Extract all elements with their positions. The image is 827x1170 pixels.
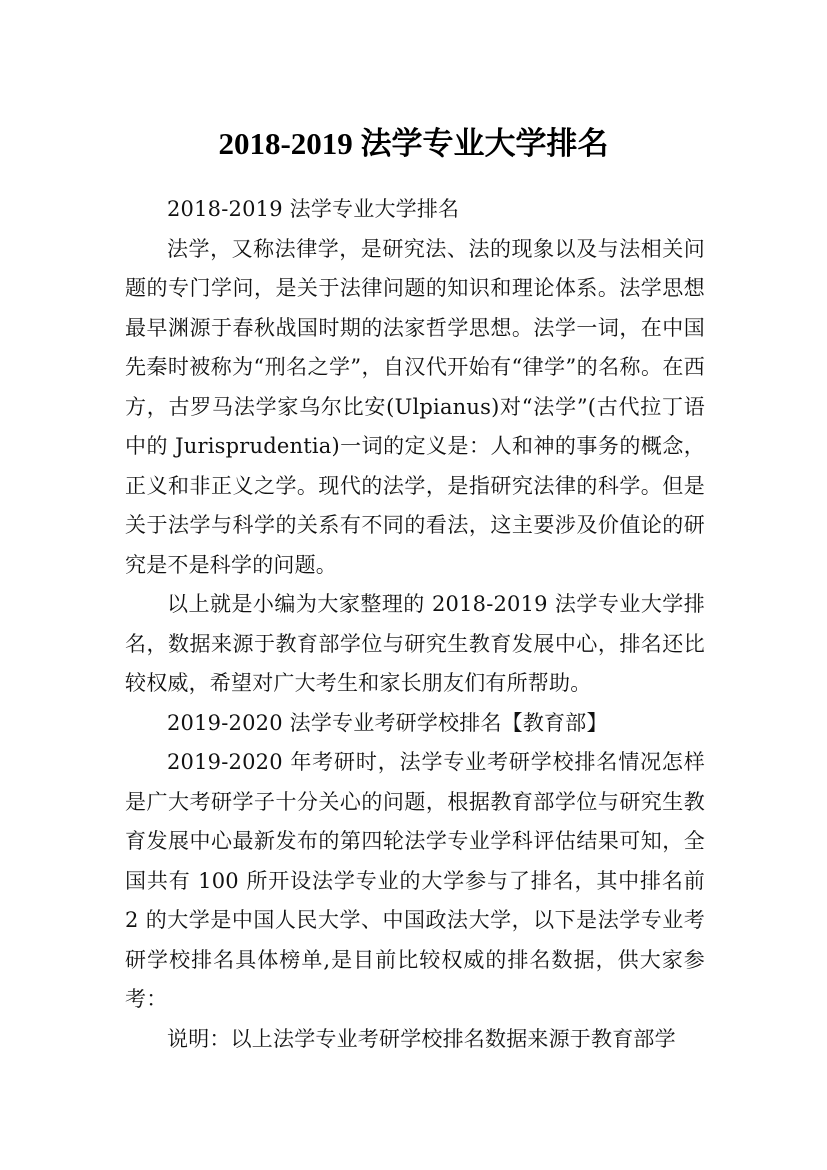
paragraph-summary: 以上就是小编为大家整理的 2018-2019 法学专业大学排名，数据来源于教育部学位与研究生教育发展中心，排名还比较权威，希望对广大考生和家长朋友们有所帮助。 — [125, 592, 705, 695]
paragraph-law-definition: 法学，又称法律学，是研究法、法的现象以及与法相关问题的专门学问，是关于法律问题的知识和理论体系。法学思想最早渊源于春秋战国时期的法家哲学思想。法学一词，在中国先秦时被称为“刑名之学”，自汉代开始有“律学”的名称。在西方，古罗马法学家乌尔比安(Ulpianus)对“法学”(古代拉丁语中的 Jurisprudentia)一词的定义是：人和神的事务的概念，正义和非正义之学。现代的法学，是指研究法律的科学。但是关于法学与科学的关系有不同的看法，这主要涉及价值论的研究是不是科学的问题。 — [125, 236, 705, 577]
document-body — [125, 190, 705, 1059]
paragraph-note: 说明：以上法学专业考研学校排名数据来源于教育部学 — [167, 1026, 676, 1051]
document-title: 2018-2019 法学专业大学排名 — [218, 125, 609, 161]
paragraph-subtitle: 2018-2019 法学专业大学排名 — [167, 197, 460, 221]
paragraph-section-heading: 2019-2020 法学专业考研学校排名【教育部】 — [167, 710, 608, 735]
paragraph-ranking-intro: 2019-2020 年考研时，法学专业考研学校排名情况怎样是广大考研学子十分关心的问题，根据教育部学位与研究生教育发展中心最新发布的第四轮法学专业学科评估结果可知，全国共有 100 所开设法学专业的大学参与了排名，其中排名前 2 的大学是中国人民大学、中国政法大学，以下是法学专业考研学校排名具体榜单,是目前比较权威的排名数据，供大家参考： — [125, 750, 705, 1011]
